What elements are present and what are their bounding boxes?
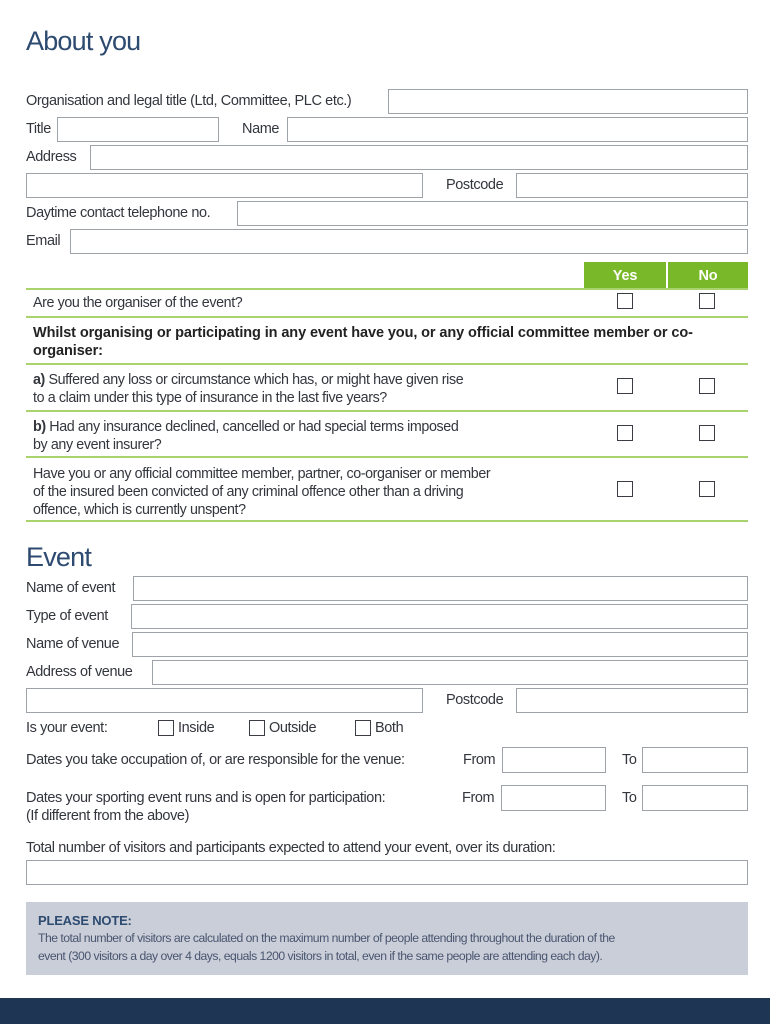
question-a-line1: Suffered any loss or circumstance which has, or might have given rise [44, 372, 464, 388]
title-label: Title [26, 121, 51, 137]
question-b-line1: Had any insurance declined, cancelled or had special terms imposed [45, 419, 459, 435]
please-note-line1: The total number of visitors are calculated on the maximum number of people attending throughout the duration of the [38, 931, 615, 945]
occupation-from-field[interactable] [502, 747, 606, 773]
event-type-label: Type of event [26, 608, 108, 624]
occupation-from-label: From [463, 752, 496, 768]
phone-label: Daytime contact telephone no. [26, 205, 211, 221]
venue-postcode-field[interactable] [516, 688, 748, 713]
question-b-prefix: b) [33, 419, 46, 435]
address-field[interactable] [90, 145, 748, 170]
postcode-field[interactable] [516, 173, 748, 198]
question-b-yes-checkbox[interactable] [617, 425, 633, 441]
question-c-yes-checkbox[interactable] [617, 481, 633, 497]
both-checkbox[interactable] [355, 720, 371, 736]
question-b-no-checkbox[interactable] [699, 425, 715, 441]
table-bottom-line [26, 520, 748, 522]
address-line2-field[interactable] [26, 173, 423, 198]
postcode-label: Postcode [446, 177, 504, 193]
row-divider [26, 363, 748, 365]
yes-column-header: Yes [584, 262, 666, 289]
name-field[interactable] [287, 117, 748, 142]
occupation-to-label: To [622, 752, 637, 768]
outside-checkbox[interactable] [249, 720, 265, 736]
email-label: Email [26, 233, 61, 249]
occupation-to-field[interactable] [642, 747, 748, 773]
row-divider [26, 456, 748, 458]
sporting-from-field[interactable] [501, 785, 606, 811]
about-you-heading: About you [26, 26, 141, 56]
event-name-label: Name of event [26, 580, 116, 596]
event-name-field[interactable] [133, 576, 748, 601]
question-a-line2: to a claim under this type of insurance in the last five years? [33, 390, 387, 406]
question-c-line2: of the insured been convicted of any criminal offence other than a driving [33, 484, 464, 500]
venue-address-label: Address of venue [26, 664, 133, 680]
sporting-from-label: From [462, 790, 495, 806]
question-c [33, 465, 490, 519]
row-divider [26, 410, 748, 412]
organisation-field[interactable] [388, 89, 748, 114]
sporting-dates-label: Dates your sporting event runs and is open for participation: [26, 790, 386, 806]
is-your-event-label: Is your event: [26, 720, 108, 736]
question-a [33, 371, 463, 407]
please-note-box [26, 902, 748, 975]
organiser-question: Are you the organiser of the event? [33, 295, 243, 311]
venue-postcode-label: Postcode [446, 692, 504, 708]
name-label: Name [242, 121, 280, 137]
venue-address-line2-field[interactable] [26, 688, 423, 713]
organiser-yes-checkbox[interactable] [617, 293, 633, 309]
question-a-prefix: a) [33, 372, 45, 388]
table-top-line [26, 288, 748, 290]
question-b [33, 418, 458, 454]
question-c-no-checkbox[interactable] [699, 481, 715, 497]
sporting-to-field[interactable] [642, 785, 748, 811]
row-divider [26, 316, 748, 318]
question-a-no-checkbox[interactable] [699, 378, 715, 394]
if-different-label: (If different from the above) [26, 808, 190, 824]
occupation-dates-label: Dates you take occupation of, or are responsible for the venue: [26, 752, 405, 768]
title-field[interactable] [57, 117, 219, 142]
question-c-line3: offence, which is currently unspent? [33, 502, 246, 518]
question-b-line2: by any event insurer? [33, 437, 162, 453]
sporting-to-label: To [622, 790, 637, 806]
whilst-heading: Whilst organising or participating in any event have you, or any official committee member or co-organiser: [33, 325, 693, 359]
venue-address-field[interactable] [152, 660, 748, 685]
inside-checkbox[interactable] [158, 720, 174, 736]
email-field[interactable] [70, 229, 748, 254]
visitors-label: Total number of visitors and participants expected to attend your event, over its duration: [26, 840, 556, 856]
question-a-yes-checkbox[interactable] [617, 378, 633, 394]
no-column-header: No [668, 262, 748, 289]
please-note-line2: event (300 visitors a day over 4 days, equals 1200 visitors in total, even if the same people are attending each day). [38, 949, 603, 963]
both-label: Both [375, 720, 404, 736]
please-note-text [38, 929, 736, 965]
outside-label: Outside [269, 720, 317, 736]
question-c-line1: Have you or any official committee member, partner, co-organiser or member [33, 466, 491, 482]
venue-name-label: Name of venue [26, 636, 120, 652]
inside-label: Inside [178, 720, 215, 736]
venue-name-field[interactable] [132, 632, 748, 657]
visitors-field[interactable] [26, 860, 748, 885]
please-note-title: PLEASE NOTE: [38, 913, 132, 928]
footer-bar [0, 998, 770, 1024]
organisation-label: Organisation and legal title (Ltd, Committee, PLC etc.) [26, 93, 352, 109]
organiser-no-checkbox[interactable] [699, 293, 715, 309]
event-type-field[interactable] [131, 604, 748, 629]
event-heading: Event [26, 542, 92, 572]
address-label: Address [26, 149, 77, 165]
phone-field[interactable] [237, 201, 748, 226]
